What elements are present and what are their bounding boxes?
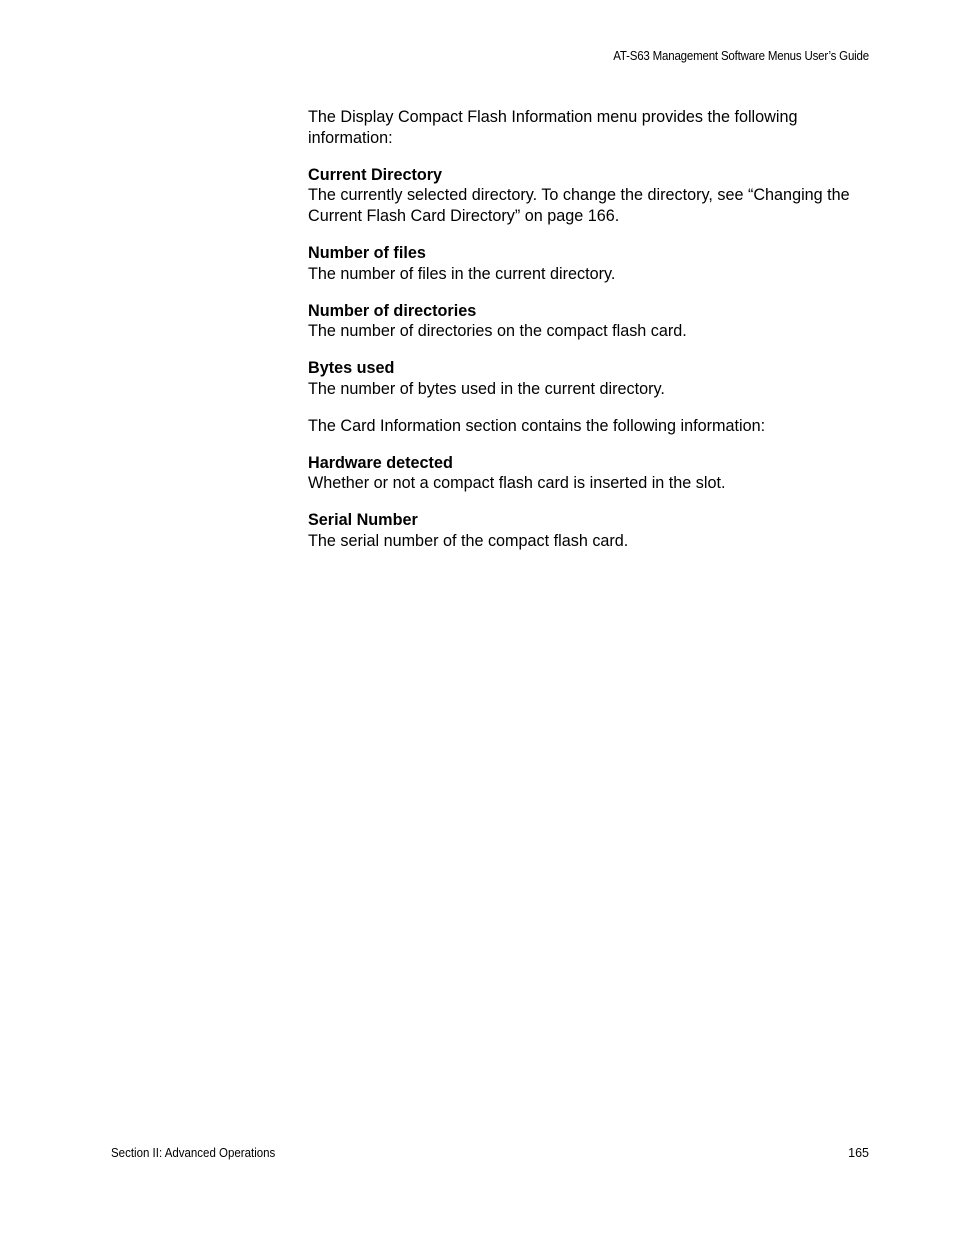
intro-paragraph: The Display Compact Flash Information menu provides the following information: <box>308 108 798 147</box>
definition-number-of-files <box>308 243 878 285</box>
definition-current-directory <box>308 165 878 227</box>
definition-term: Hardware detected <box>308 453 453 472</box>
definition-number-of-directories <box>308 301 878 343</box>
card-info-paragraph: The Card Information section contains the following information: <box>308 416 766 435</box>
definition-description: The number of bytes used in the current directory. <box>308 379 665 398</box>
definition-term: Serial Number <box>308 511 418 530</box>
definition-description: The currently selected directory. To change the directory, see “Changing the Current Flash Card Directory” on page 166. <box>308 186 850 226</box>
footer-section-title: Section II: Advanced Operations <box>111 1146 276 1160</box>
definition-term: Number of files <box>308 243 426 262</box>
definition-hardware-detected <box>308 453 878 495</box>
definition-description: The number of files in the current directory. <box>308 264 616 283</box>
definition-term: Current Directory <box>308 165 443 184</box>
definition-term: Number of directories <box>308 301 477 320</box>
definition-description: The serial number of the compact flash card. <box>308 531 629 550</box>
running-header: AT-S63 Management Software Menus User’s Guide <box>613 49 869 63</box>
definition-description: The number of directories on the compact flash card. <box>308 322 687 341</box>
footer-page-number: 165 <box>848 1146 869 1160</box>
main-content <box>308 107 878 568</box>
definition-description: Whether or not a compact flash card is inserted in the slot. <box>308 474 726 493</box>
definition-bytes-used <box>308 358 878 400</box>
definition-term: Bytes used <box>308 359 395 378</box>
definition-serial-number <box>308 510 878 552</box>
